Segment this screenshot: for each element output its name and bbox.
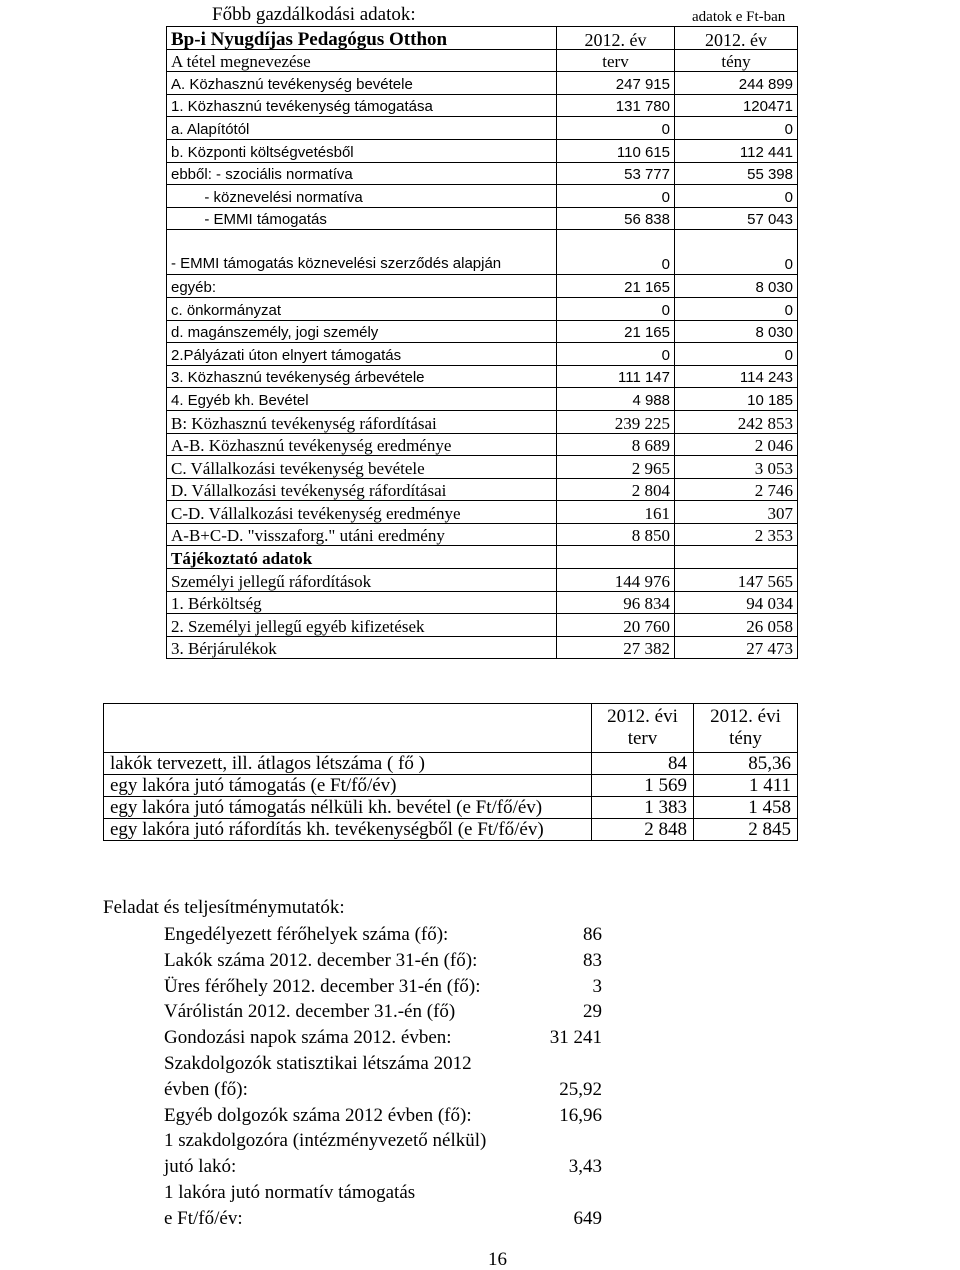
row-plan-value: 239 225 — [557, 410, 675, 433]
ratio-actual-value: 85,36 — [694, 753, 798, 775]
row-actual-value — [675, 546, 798, 569]
table-row — [167, 433, 798, 456]
indicator-label: Gondozási napok száma 2012. évben: — [164, 1027, 452, 1048]
row-plan-value: 0 — [557, 343, 675, 366]
row-actual-value: 120471 — [675, 94, 798, 117]
ratio-plan-value: 1 383 — [592, 797, 694, 819]
row-plan-value: 0 — [557, 297, 675, 320]
table-row — [167, 343, 798, 366]
row-label: - EMMI támogatás — [167, 207, 557, 230]
section-title: Főbb gazdálkodási adatok: — [212, 4, 416, 25]
table-row — [167, 162, 798, 185]
ratio-header-row — [104, 704, 798, 753]
row-plan-value: 111 147 — [557, 365, 675, 388]
item-header: A tétel megnevezése — [167, 49, 557, 72]
indicator-label: Engedélyezett férőhelyek száma (fő): — [164, 924, 449, 945]
row-label: d. magánszemély, jogi személy — [167, 320, 557, 343]
row-plan-value: 21 165 — [557, 320, 675, 343]
table-row — [104, 819, 798, 841]
row-plan-value: 2 804 — [557, 478, 675, 501]
indicator-label: 1 szakdolgozóra (intézményvezető nélkül) — [164, 1130, 487, 1151]
row-plan-value: 96 834 — [557, 591, 675, 614]
ratio-plan-value: 2 848 — [592, 819, 694, 841]
row-actual-value: 94 034 — [675, 591, 798, 614]
table-row — [104, 775, 798, 797]
row-label: 1. Bérköltség — [167, 591, 557, 614]
row-actual-value: 26 058 — [675, 614, 798, 637]
ratio-label: egy lakóra jutó ráfordítás kh. tevékenységből (e Ft/fő/év) — [104, 819, 592, 841]
table-row — [167, 388, 798, 411]
plan-header: terv — [557, 49, 675, 72]
table-row — [104, 797, 798, 819]
row-label: Tájékoztató adatok — [167, 546, 557, 569]
row-plan-value: 110 615 — [557, 139, 675, 162]
row-label: C-D. Vállalkozási tevékenység eredménye — [167, 501, 557, 524]
row-actual-value: 0 — [675, 230, 798, 275]
per-resident-table — [103, 703, 798, 841]
row-label: Személyi jellegű ráfordítások — [167, 569, 557, 592]
row-plan-value: 56 838 — [557, 207, 675, 230]
table-row — [167, 185, 798, 208]
row-label: - EMMI támogatás köznevelési szerződés alapján — [167, 230, 557, 275]
row-actual-value: 27 473 — [675, 636, 798, 659]
row-actual-value: 55 398 — [675, 162, 798, 185]
ratio-plan-value: 84 — [592, 753, 694, 775]
row-label: 2. Személyi jellegű egyéb kifizetések — [167, 614, 557, 637]
row-actual-value: 244 899 — [675, 72, 798, 95]
table-row — [167, 275, 798, 298]
row-label: b. Központi költségvetésből — [167, 139, 557, 162]
ratio-actual-value: 1 458 — [694, 797, 798, 819]
row-actual-value: 307 — [675, 501, 798, 524]
indicator-value: 16,96 — [559, 1105, 602, 1126]
indicator-label: jutó lakó: — [164, 1156, 237, 1177]
indicator-label: e Ft/fő/év: — [164, 1208, 243, 1229]
row-plan-value: 20 760 — [557, 614, 675, 637]
indicator-label: évben (fő): — [164, 1079, 248, 1100]
table-row — [167, 207, 798, 230]
actual-header: tény — [675, 49, 798, 72]
ratio-actual-header: 2012. évi tény — [694, 704, 798, 753]
row-actual-value: 114 243 — [675, 365, 798, 388]
indicator-label: 1 lakóra jutó normatív támogatás — [164, 1182, 416, 1203]
indicator-value: 31 241 — [549, 1027, 602, 1048]
table-row — [167, 117, 798, 140]
row-actual-value: 0 — [675, 297, 798, 320]
ratio-empty-header — [104, 704, 592, 753]
indicator-value: 3,43 — [568, 1156, 602, 1177]
table-row — [167, 591, 798, 614]
table-row — [167, 230, 798, 275]
row-actual-value: 0 — [675, 117, 798, 140]
table-row — [167, 297, 798, 320]
table-row — [167, 456, 798, 479]
row-plan-value: 4 988 — [557, 388, 675, 411]
indicator-label: Szakdolgozók statisztikai létszáma 2012 — [164, 1053, 472, 1074]
row-actual-value: 10 185 — [675, 388, 798, 411]
row-actual-value: 242 853 — [675, 410, 798, 433]
table-row — [167, 365, 798, 388]
row-plan-value: 0 — [557, 185, 675, 208]
row-label: 3. Bérjárulékok — [167, 636, 557, 659]
table-row — [167, 320, 798, 343]
row-label: 4. Egyéb kh. Bevétel — [167, 388, 557, 411]
table-row — [167, 501, 798, 524]
row-plan-value: 2 965 — [557, 456, 675, 479]
indicator-value: 649 — [573, 1208, 602, 1229]
indicator-value: 86 — [583, 924, 602, 945]
row-actual-value: 147 565 — [675, 569, 798, 592]
table-row — [167, 72, 798, 95]
row-label: - köznevelési normatíva — [167, 185, 557, 208]
row-actual-value: 8 030 — [675, 320, 798, 343]
table-row — [104, 753, 798, 775]
financial-table — [166, 26, 798, 659]
table-row — [167, 569, 798, 592]
row-actual-value: 0 — [675, 185, 798, 208]
row-label: egyéb: — [167, 275, 557, 298]
row-plan-value: 0 — [557, 117, 675, 140]
column-header-row — [167, 49, 798, 72]
row-actual-value: 2 353 — [675, 523, 798, 546]
row-plan-value: 0 — [557, 230, 675, 275]
row-label: A-B. Közhasznú tevékenység eredménye — [167, 433, 557, 456]
ratio-label: egy lakóra jutó támogatás nélküli kh. bevétel (e Ft/fő/év) — [104, 797, 592, 819]
row-plan-value: 161 — [557, 501, 675, 524]
row-actual-value: 8 030 — [675, 275, 798, 298]
table-row — [167, 546, 798, 569]
row-plan-value: 247 915 — [557, 72, 675, 95]
table-row — [167, 94, 798, 117]
indicator-value: 83 — [583, 950, 602, 971]
ratio-label: egy lakóra jutó támogatás (e Ft/fő/év) — [104, 775, 592, 797]
row-plan-value: 53 777 — [557, 162, 675, 185]
row-label: 3. Közhasznú tevékenység árbevétele — [167, 365, 557, 388]
row-label: 2.Pályázati úton elnyert támogatás — [167, 343, 557, 366]
row-plan-value: 144 976 — [557, 569, 675, 592]
row-label: 1. Közhasznú tevékenység támogatása — [167, 94, 557, 117]
row-plan-value: 131 780 — [557, 94, 675, 117]
row-label: D. Vállalkozási tevékenység ráfordításai — [167, 478, 557, 501]
indicator-label: Várólistán 2012. december 31.-én (fő) — [164, 1001, 456, 1022]
institution-name: Bp-i Nyugdíjas Pedagógus Otthon — [167, 27, 557, 50]
row-label: A-B+C-D. "visszaforg." utáni eredmény — [167, 523, 557, 546]
table-row — [167, 614, 798, 637]
row-actual-value: 3 053 — [675, 456, 798, 479]
table-row — [167, 523, 798, 546]
row-actual-value: 0 — [675, 343, 798, 366]
indicators-title: Feladat és teljesítménymutatók: — [103, 897, 345, 918]
indicator-label: Egyéb dolgozók száma 2012 évben (fő): — [164, 1105, 472, 1126]
row-actual-value: 112 441 — [675, 139, 798, 162]
indicator-label: Üres férőhely 2012. december 31-én (fő): — [164, 976, 481, 997]
table-row — [167, 410, 798, 433]
unit-note: adatok e Ft-ban — [692, 9, 786, 25]
row-plan-value: 8 850 — [557, 523, 675, 546]
plan-year-header: 2012. év — [557, 27, 675, 50]
row-label: C. Vállalkozási tevékenység bevétele — [167, 456, 557, 479]
indicator-label: Lakók száma 2012. december 31-én (fő): — [164, 950, 478, 971]
ratio-plan-value: 1 569 — [592, 775, 694, 797]
row-label: ebből: - szociális normatíva — [167, 162, 557, 185]
row-plan-value: 27 382 — [557, 636, 675, 659]
table-row — [167, 478, 798, 501]
row-plan-value: 21 165 — [557, 275, 675, 298]
row-label: a. Alapítótól — [167, 117, 557, 140]
row-actual-value: 2 746 — [675, 478, 798, 501]
table-title-row — [167, 27, 798, 50]
table-row — [167, 139, 798, 162]
row-plan-value — [557, 546, 675, 569]
row-label: A. Közhasznú tevékenység bevétele — [167, 72, 557, 95]
row-actual-value: 57 043 — [675, 207, 798, 230]
indicator-value: 3 — [592, 976, 602, 997]
indicator-value: 25,92 — [559, 1079, 602, 1100]
ratio-actual-value: 2 845 — [694, 819, 798, 841]
ratio-label: lakók tervezett, ill. átlagos létszáma ( fő ) — [104, 753, 592, 775]
row-actual-value: 2 046 — [675, 433, 798, 456]
actual-year-header: 2012. év — [675, 27, 798, 50]
page-number: 16 — [488, 1249, 507, 1270]
ratio-actual-value: 1 411 — [694, 775, 798, 797]
ratio-plan-header: 2012. évi terv — [592, 704, 694, 753]
row-plan-value: 8 689 — [557, 433, 675, 456]
row-label: c. önkormányzat — [167, 297, 557, 320]
indicator-value: 29 — [583, 1001, 602, 1022]
row-label: B: Közhasznú tevékenység ráfordításai — [167, 410, 557, 433]
table-row — [167, 636, 798, 659]
